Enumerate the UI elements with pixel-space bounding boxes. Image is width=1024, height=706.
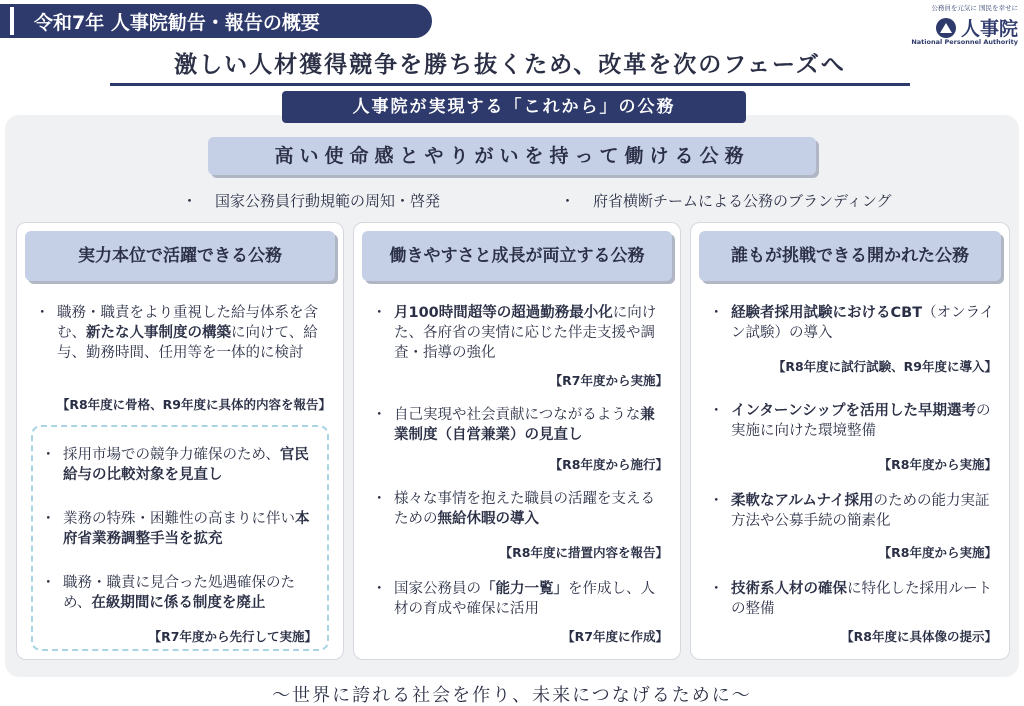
- bullet-icon: ・: [35, 305, 50, 321]
- logo-name: 人事院: [960, 18, 1018, 40]
- headline: 激しい人材獲得競争を勝ち抜くため、改革を次のフェーズへ: [110, 46, 910, 86]
- column-title: 実力本位で活躍できる公務: [25, 231, 335, 281]
- header-tick: [10, 7, 14, 35]
- item-emphasis: 在級期間に係る制度を廃止: [91, 595, 266, 611]
- item-text: 業務の特殊・困難性の高まりに伴い: [63, 511, 295, 527]
- bullet-icon: ・: [182, 192, 198, 210]
- item-emphasis: 月100時間超等の超過勤務最小化: [394, 305, 613, 321]
- bullet-icon: ・: [372, 305, 387, 321]
- list-item: [372, 579, 668, 619]
- item-text: 自己実現や社会貢献につながるような: [394, 407, 641, 423]
- list-item: [372, 405, 668, 445]
- schedule-note: 【R7年度から先行して実施】: [148, 629, 317, 644]
- item-emphasis: 新たな人事制度の構築: [86, 325, 231, 341]
- bullet-icon: ・: [372, 491, 387, 507]
- top-bullet-2: [560, 190, 892, 211]
- item-emphasis: 官民給与の比較対象を見直し: [63, 447, 309, 483]
- item-emphasis: 「能力一覧」: [481, 581, 568, 597]
- item-text: を作成し、人材の育成や確保に活用: [394, 581, 655, 617]
- item-text: （オンライン試験）の導入: [731, 305, 995, 341]
- logo: [908, 3, 1018, 53]
- schedule-note: 【R7年度に作成】: [562, 629, 668, 644]
- item-text: 国家公務員の: [394, 581, 481, 597]
- header-bar: [0, 4, 432, 38]
- list-item: [372, 303, 668, 363]
- schedule-note: 【R8年度に具体像の提示】: [841, 629, 997, 644]
- bullet-icon: ・: [709, 403, 724, 419]
- bullet-icon: ・: [41, 575, 56, 591]
- list-item: [709, 401, 997, 441]
- bullet-icon: ・: [372, 581, 387, 597]
- item-text: に向けた、各府省の実情に応じた伴走支援や調査・指導の強化: [394, 305, 657, 361]
- logo-tagline: 公務員を元気に 国民を幸せに: [931, 4, 1018, 12]
- item-text: 採用市場での競争力確保のため、: [63, 447, 280, 463]
- bullet-icon: ・: [41, 511, 56, 527]
- bullet-icon: ・: [709, 581, 724, 597]
- schedule-note: 【R7年度から実施】: [549, 373, 668, 388]
- list-item: [41, 573, 317, 613]
- top-bullet-text: 国家公務員行動規範の周知・啓発: [215, 192, 441, 210]
- item-text: 職務・職責をより重視した給与体系を含む、: [57, 305, 318, 341]
- theme-banner: 高い使命感とやりがいを持って働ける公務: [208, 137, 816, 175]
- list-item: [372, 489, 668, 529]
- item-text: の実施に向けた環境整備: [731, 403, 991, 439]
- bullet-icon: ・: [709, 493, 724, 509]
- item-text: のための能力実証方法や公募手続の簡素化: [731, 493, 990, 529]
- schedule-note: 【R8年度から実施】: [878, 457, 997, 472]
- bullet-icon: ・: [41, 447, 56, 463]
- item-emphasis: インターンシップを活用した早期選考: [731, 403, 976, 419]
- top-bullet-1: [182, 190, 440, 211]
- list-item: [709, 579, 997, 619]
- bullet-icon: ・: [709, 305, 724, 321]
- mission-badge: 人事院が実現する「これから」の公務: [282, 91, 746, 123]
- item-emphasis: 技術系人材の確保: [731, 581, 847, 597]
- list-item: [35, 303, 331, 363]
- item-text: 職務・職責に見合った処遇確保のため、: [63, 575, 295, 611]
- bullet-icon: ・: [372, 407, 387, 423]
- column-merit: [16, 222, 344, 660]
- column-open: [690, 222, 1010, 660]
- page-title: 令和7年 人事院勧告・報告の概要: [34, 12, 320, 34]
- schedule-note: 【R8年度から実施】: [878, 545, 997, 560]
- list-item: [41, 445, 317, 485]
- schedule-note: 【R8年度に骨格、R9年度に具体的内容を報告】: [56, 397, 331, 412]
- footer-slogan: ～世界に誇れる社会を作り、未来につなげるために～: [272, 685, 752, 706]
- logo-mark-icon: [936, 18, 956, 38]
- column-worklife: [353, 222, 681, 660]
- logo-english: National Personnel Authority: [911, 38, 1018, 46]
- list-item: [41, 509, 317, 549]
- schedule-note: 【R8年度から施行】: [549, 457, 668, 472]
- sub-measures-box: [31, 425, 329, 651]
- item-emphasis: 柔軟なアルムナイ採用: [731, 493, 874, 509]
- list-item: [709, 303, 997, 343]
- item-emphasis: 本府省業務調整手当を拡充: [63, 511, 310, 547]
- item-text: 様々な事情を抱えた職員の活躍を支えるための: [394, 491, 655, 527]
- bullet-icon: ・: [560, 192, 576, 210]
- item-emphasis: 兼業制度（自営兼業）の見直し: [394, 407, 655, 443]
- column-title: 誰もが挑戦できる開かれた公務: [699, 231, 1001, 281]
- item-text: に特化した採用ルートの整備: [731, 581, 992, 617]
- item-emphasis: 無給休暇の導入: [437, 511, 539, 527]
- column-title: 働きやすさと成長が両立する公務: [362, 231, 672, 281]
- top-bullet-text: 府省横断チームによる公務のブランディング: [593, 192, 892, 210]
- item-emphasis: 経験者採用試験におけるCBT: [731, 305, 923, 321]
- list-item: [709, 491, 997, 531]
- schedule-note: 【R8年度に試行試験、R9年度に導入】: [772, 359, 997, 374]
- item-text: に向けて、給与、勤務時間、任用等を一体的に検討: [57, 325, 318, 361]
- schedule-note: 【R8年度に措置内容を報告】: [499, 545, 668, 560]
